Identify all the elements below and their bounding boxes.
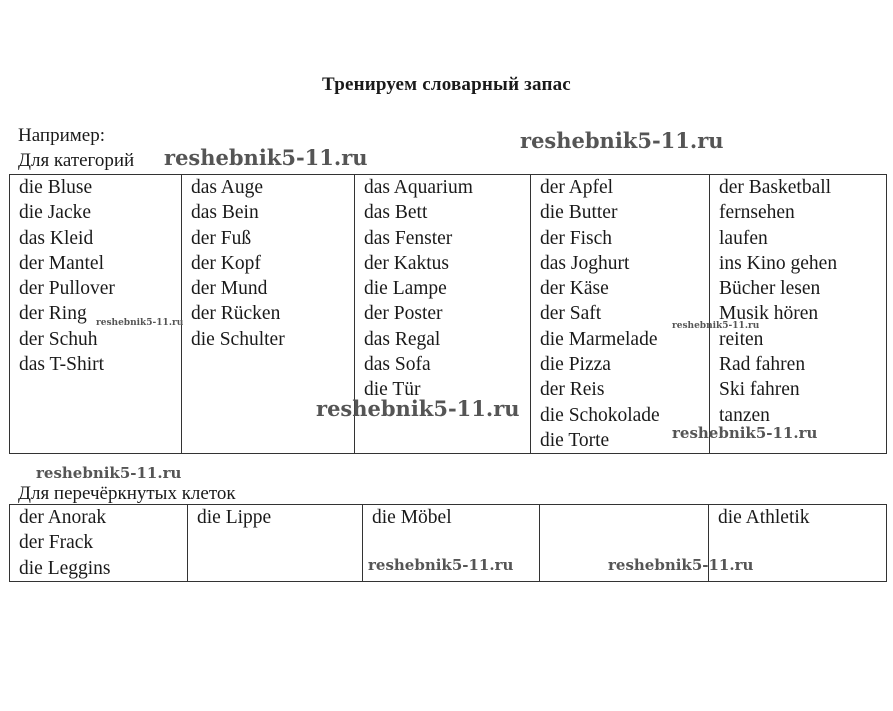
table-cell-hobbies xyxy=(710,175,887,454)
vocab-word: der Kopf xyxy=(191,252,261,274)
vocab-word: der Frack xyxy=(19,532,94,554)
vocab-word: die Schokolade xyxy=(540,404,660,426)
vocab-word: das T-Shirt xyxy=(19,354,105,376)
vocab-word: der Käse xyxy=(540,278,609,300)
vocab-word: die Marmelade xyxy=(540,328,658,350)
crossed-cells-label: Для перечёркнутых клеток xyxy=(18,483,236,504)
vocab-word: das Fenster xyxy=(364,227,453,249)
watermark: reshebnik5-11.ru xyxy=(672,321,760,331)
table-cell xyxy=(188,505,363,582)
vocab-word: fernsehen xyxy=(719,202,795,224)
vocab-word: die Lampe xyxy=(364,278,447,300)
vocab-word: der Schuh xyxy=(19,328,98,350)
vocab-word: die Möbel xyxy=(372,507,452,528)
vocab-word: die Lippe xyxy=(197,507,272,528)
vocab-word: Rad fahren xyxy=(719,354,806,376)
vocab-word: der Apfel xyxy=(540,177,614,198)
watermark: reshebnik5-11.ru xyxy=(520,128,724,153)
vocab-word: die Jacke xyxy=(19,202,92,224)
watermark: reshebnik5-11.ru xyxy=(672,424,818,442)
vocab-word: das Sofa xyxy=(364,354,431,376)
vocab-word: die Bluse xyxy=(19,177,93,198)
vocab-word: das Aquarium xyxy=(364,177,473,198)
vocab-word: die Tür xyxy=(364,379,421,401)
watermark: reshebnik5-11.ru xyxy=(368,556,514,574)
table-cell-clothing xyxy=(10,175,182,454)
vocab-word: der Poster xyxy=(364,303,443,325)
vocab-word: der Rücken xyxy=(191,303,281,325)
categories-label: Для категорий xyxy=(18,150,135,171)
watermark: reshebnik5-11.ru xyxy=(316,396,520,421)
vocab-word: der Pullover xyxy=(19,278,115,300)
vocab-word: das Bein xyxy=(191,202,259,224)
vocab-word: laufen xyxy=(719,227,768,249)
vocab-word: der Kaktus xyxy=(364,252,450,274)
example-label: Например: xyxy=(18,125,105,146)
vocab-word: Musik hören xyxy=(719,303,819,325)
vocab-word: Ski fahren xyxy=(719,379,800,401)
vocab-word: das Regal xyxy=(364,328,441,350)
table-cell xyxy=(10,505,188,582)
vocab-word: der Reis xyxy=(540,379,605,401)
vocab-word: die Torte xyxy=(540,429,610,451)
vocab-word: der Fuß xyxy=(191,227,252,249)
vocab-word: die Athletik xyxy=(718,507,810,528)
vocab-word: die Pizza xyxy=(540,354,611,376)
vocab-word: der Basketball xyxy=(719,177,832,198)
vocab-word: die Schulter xyxy=(191,328,285,350)
vocab-word: das Joghurt xyxy=(540,252,630,274)
vocab-word: das Bett xyxy=(364,202,428,224)
vocab-word: das Kleid xyxy=(19,227,94,249)
vocab-word: der Anorak xyxy=(19,507,107,528)
vocab-word: die Leggins xyxy=(19,557,111,579)
watermark: reshebnik5-11.ru xyxy=(96,318,184,328)
vocab-word: der Fisch xyxy=(540,227,613,249)
vocab-word: ins Kino gehen xyxy=(719,252,838,274)
vocab-word: reiten xyxy=(719,328,764,350)
watermark: reshebnik5-11.ru xyxy=(36,464,182,482)
table-cell-food xyxy=(531,175,710,454)
vocab-word: das Auge xyxy=(191,177,264,198)
page-title: Тренируем словарный запас xyxy=(322,74,571,95)
vocab-word: die Butter xyxy=(540,202,618,224)
vocab-word: Bücher lesen xyxy=(719,278,821,300)
vocab-word: tanzen xyxy=(719,404,770,426)
vocab-word: der Saft xyxy=(540,303,602,325)
watermark: reshebnik5-11.ru xyxy=(608,556,754,574)
watermark: reshebnik5-11.ru xyxy=(164,145,368,170)
vocab-word: der Mantel xyxy=(19,252,105,274)
vocab-word: der Ring xyxy=(19,303,87,325)
vocab-word: der Mund xyxy=(191,278,268,300)
